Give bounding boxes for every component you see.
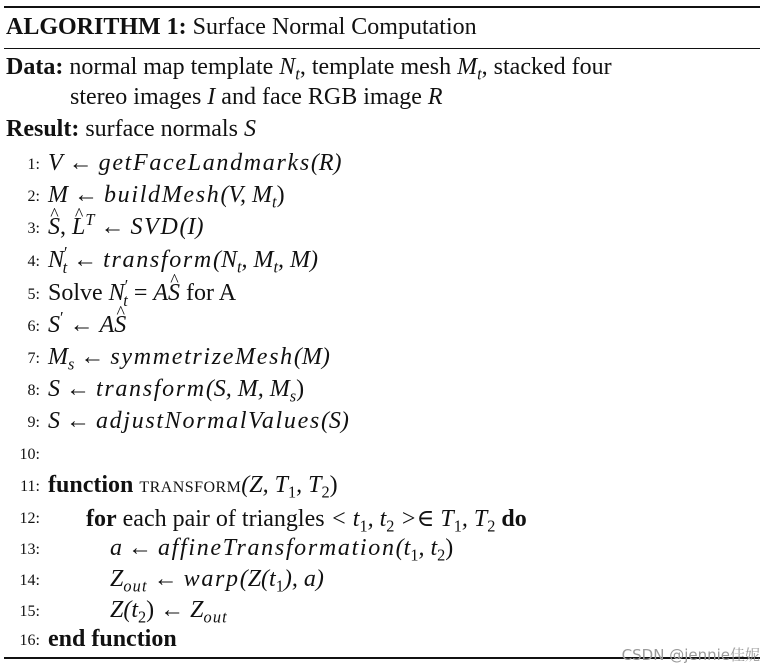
var: Z(t	[110, 597, 139, 623]
superscript: T	[85, 210, 95, 230]
subscript: t	[273, 257, 279, 277]
line-number: 13:	[19, 541, 40, 558]
arrow: ←	[67, 247, 104, 273]
args: (V, M	[220, 182, 273, 208]
subscript: 2	[138, 607, 147, 627]
line-number: 15:	[19, 603, 40, 620]
subscript: 1	[275, 576, 284, 596]
line-code	[48, 243, 319, 277]
args: (R)	[310, 150, 342, 176]
line-code	[110, 597, 228, 627]
var-hat: S ^	[114, 312, 126, 339]
data-var: M	[457, 54, 478, 80]
arrow: ←	[74, 344, 111, 370]
subscript: t	[123, 290, 128, 310]
arrow: ←	[68, 182, 104, 208]
line-code	[48, 210, 204, 241]
line-number: 11:	[20, 478, 40, 495]
line-number: 3:	[27, 220, 40, 237]
args: , T	[461, 506, 488, 532]
line-number: 4:	[27, 253, 40, 270]
result-text: surface normals	[85, 116, 244, 142]
line-number: 5:	[27, 286, 40, 303]
args: (I)	[179, 214, 204, 240]
args: (t	[395, 535, 411, 561]
data-line-1	[6, 54, 612, 84]
line-code	[86, 504, 527, 536]
arrow: ←	[62, 150, 99, 176]
line-code	[48, 182, 285, 212]
data-var: R	[427, 84, 443, 110]
args: )	[146, 597, 155, 623]
var: M	[48, 182, 68, 208]
line-code	[48, 626, 177, 653]
line-number: 7:	[27, 350, 40, 367]
subscript: 2	[321, 482, 330, 502]
var: M	[48, 344, 68, 370]
line-number: 10:	[19, 446, 40, 463]
var: N	[48, 247, 65, 273]
data-var: N	[279, 54, 296, 80]
data-text: normal map template	[69, 54, 280, 80]
args: )	[329, 472, 338, 498]
result-label: Result:	[6, 116, 80, 142]
subscript: 1	[410, 545, 419, 565]
algorithm-name: Surface Normal Computation	[192, 14, 477, 40]
data-sub: t	[295, 64, 300, 84]
equals: =	[127, 280, 154, 306]
algorithm-title	[6, 14, 477, 41]
line-code	[48, 276, 237, 310]
subscript: t	[62, 257, 68, 277]
top-rule	[4, 6, 760, 8]
subscript: 1	[453, 516, 462, 536]
data-text: , template mesh	[299, 54, 458, 80]
data-line-2	[70, 84, 443, 111]
args: , t	[367, 506, 387, 532]
line-code	[110, 535, 454, 565]
var: a	[110, 535, 122, 561]
data-var: I	[207, 84, 216, 110]
arrow: ←	[60, 376, 96, 402]
data-text: stereo images	[70, 84, 208, 110]
watermark: CSDN @jennie佳妮	[621, 646, 760, 664]
line-number: 16:	[19, 632, 40, 649]
line-number: 6:	[27, 318, 40, 335]
args: (Z(t	[239, 566, 276, 592]
function-name: symmetrizeMesh	[110, 344, 294, 370]
function-name: buildMesh	[104, 182, 221, 208]
prime: ′	[64, 243, 68, 263]
arrow: ←	[60, 408, 96, 434]
keyword: for	[86, 506, 117, 532]
subscript: 2	[437, 545, 446, 565]
arrow: ←	[94, 214, 131, 240]
keyword: end function	[48, 626, 177, 652]
args: (N	[212, 247, 237, 273]
result-var: S	[243, 116, 256, 142]
args: (S)	[320, 408, 349, 434]
args: < t	[330, 506, 360, 532]
line-number: 14:	[19, 572, 40, 589]
args: >∈ T	[394, 506, 454, 532]
text: each pair of triangles	[116, 506, 331, 532]
line-code	[48, 376, 305, 406]
keyword: function	[48, 472, 134, 498]
var: V	[48, 150, 63, 176]
data-text: , stacked four	[481, 54, 612, 80]
var: A	[153, 280, 169, 306]
var: S	[48, 376, 60, 402]
arrow: ←	[122, 535, 158, 561]
line-code	[48, 472, 338, 502]
var-hat: S ^	[168, 280, 180, 307]
args: , M	[241, 247, 274, 273]
subscript: 2	[386, 516, 395, 536]
subscript: out	[203, 607, 228, 627]
function-name: adjustNormalValues	[96, 408, 321, 434]
function-name: transform	[96, 376, 206, 402]
var: Z	[190, 597, 204, 623]
var: Z	[110, 566, 124, 592]
var: S	[48, 312, 60, 338]
subscript: 1	[287, 482, 297, 502]
function-name: SVD	[130, 214, 180, 240]
line-number: 9:	[27, 414, 40, 431]
var-hat: S ^	[48, 214, 60, 241]
line-number: 8:	[27, 382, 40, 399]
data-label: Data:	[6, 54, 64, 80]
text: Solve	[48, 280, 109, 306]
arrow: ←	[147, 566, 184, 592]
args: )	[276, 182, 285, 208]
subscript: s	[68, 354, 75, 374]
var: S	[48, 408, 60, 434]
var: N	[108, 280, 125, 306]
args: (Z, T	[241, 472, 288, 498]
args: , t	[418, 535, 438, 561]
data-text: and face RGB image	[215, 84, 428, 110]
function-name: warp	[183, 566, 240, 592]
args: (M)	[293, 344, 330, 370]
var-hat: L ^	[72, 214, 85, 241]
prime: ′	[60, 308, 64, 328]
arrow: ←	[63, 312, 100, 338]
function-name: transform	[139, 472, 242, 497]
line-code	[48, 308, 127, 339]
subscript: t	[236, 257, 242, 277]
subscript: s	[289, 386, 297, 406]
header-rule	[4, 48, 760, 49]
algorithm-box	[4, 6, 760, 659]
subscript: t	[272, 192, 277, 212]
algorithm-label: ALGORITHM 1:	[6, 14, 187, 40]
subscript: out	[123, 576, 148, 596]
text: for A	[180, 280, 237, 306]
line-number: 1:	[27, 156, 40, 173]
function-name: getFaceLandmarks	[98, 150, 311, 176]
data-sub: t	[477, 64, 482, 84]
args: )	[296, 376, 305, 402]
subscript: 2	[487, 516, 496, 536]
comma: ,	[60, 214, 72, 240]
function-name: affineTransformation	[158, 535, 396, 561]
line-code	[48, 408, 349, 435]
args: , T	[296, 472, 322, 498]
args: )	[445, 535, 454, 561]
args: (S, M, M	[205, 376, 290, 402]
line-code	[110, 566, 324, 596]
line-code	[48, 344, 330, 374]
line-code	[48, 150, 342, 177]
line-number: 12:	[19, 510, 40, 527]
var: A	[99, 312, 115, 338]
prime: ′	[124, 276, 129, 296]
keyword: do	[495, 506, 527, 532]
line-number: 2:	[27, 188, 40, 205]
args: , M)	[278, 247, 319, 273]
args: ), a)	[283, 566, 324, 592]
subscript: 1	[359, 516, 368, 536]
result-line	[6, 116, 256, 143]
function-name: transform	[103, 247, 213, 273]
arrow: ←	[154, 597, 191, 623]
